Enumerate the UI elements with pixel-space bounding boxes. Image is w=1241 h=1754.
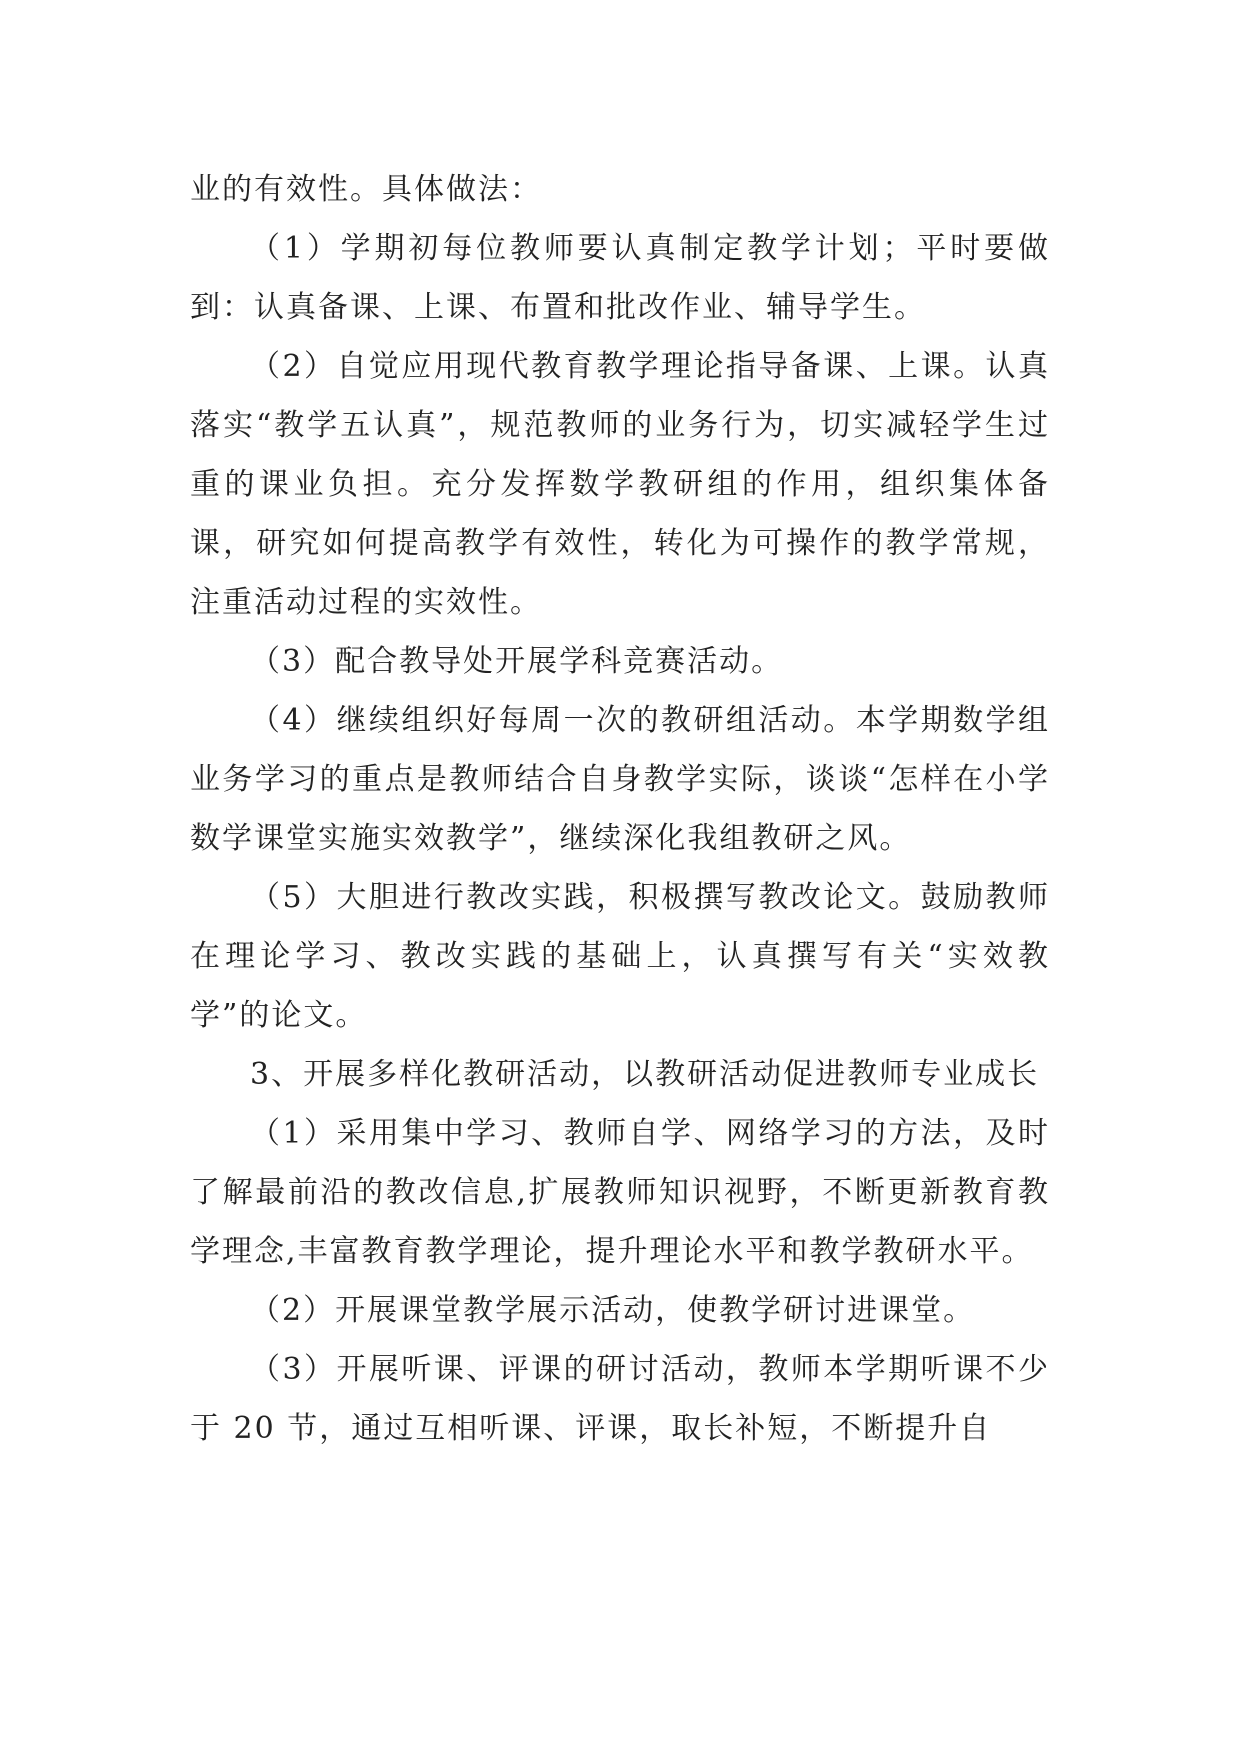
paragraph-item-3-3: （3）开展听课、评课的研讨活动，教师本学期听课不少于 20 节，通过互相听课、评课，取长补短，不断提升自 xyxy=(190,1352,1050,1446)
paragraph-item-3-2: （2）开展课堂教学展示活动，使教学研讨进课堂。 xyxy=(250,1293,976,1328)
paragraph-item-1: （1）学期初每位教师要认真制定教学计划；平时要做到：认真备课、上课、布置和批改作业、辅导学生。 xyxy=(190,231,1050,325)
paragraph-continuation: 业的有效性。具体做法： xyxy=(190,172,542,207)
document-body xyxy=(190,160,1050,1458)
paragraph-item-3: （3）配合教导处开展学科竞赛活动。 xyxy=(250,644,784,679)
paragraph-item-4: （4）继续组织好每周一次的教研组活动。本学期数学组业务学习的重点是教师结合自身教学实际，谈谈“怎样在小学数学课堂实施实效教学”，继续深化我组教研之风。 xyxy=(190,703,1050,856)
paragraph-item-3-1: （1）采用集中学习、教师自学、网络学习的方法，及时了解最前沿的教改信息,扩展教师知识视野，不断更新教育教学理念,丰富教育教学理论，提升理论水平和教学教研水平。 xyxy=(190,1116,1050,1269)
section-heading-3: 3、开展多样化教研活动，以教研活动促进教师专业成长 xyxy=(250,1057,1040,1092)
paragraph-item-5: （5）大胆进行教改实践，积极撰写教改论文。鼓励教师在理论学习、教改实践的基础上，认真撰写有关“实效教学”的论文。 xyxy=(190,880,1050,1033)
paragraph-item-2: （2）自觉应用现代教育教学理论指导备课、上课。认真落实“教学五认真”，规范教师的业务行为，切实减轻学生过重的课业负担。充分发挥数学教研组的作用，组织集体备课，研究如何提高教学有效性，转化为可操作的教学常规，注重活动过程的实效性。 xyxy=(190,349,1050,620)
